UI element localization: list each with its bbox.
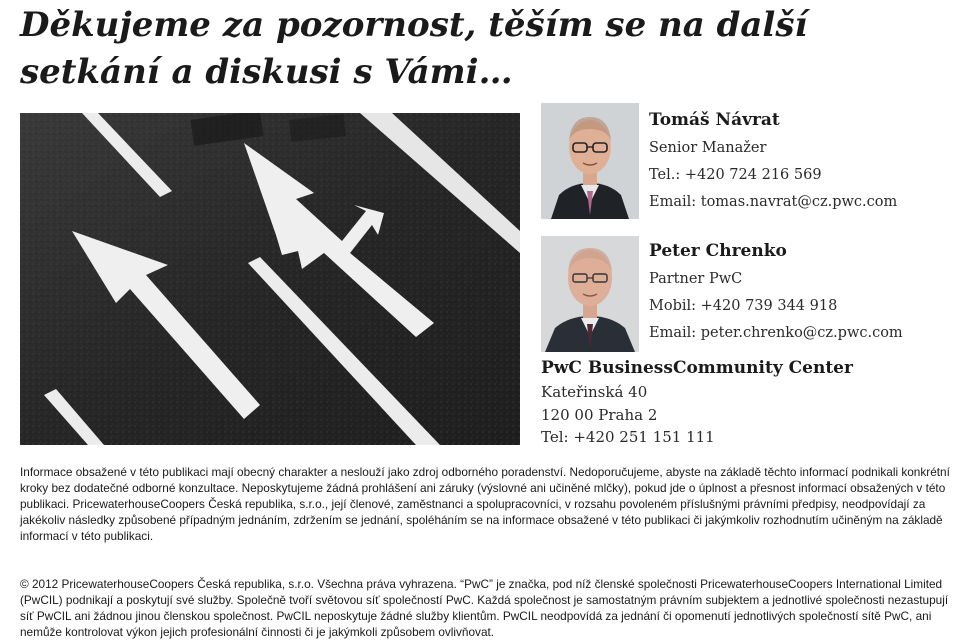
contact-tomas-navrat xyxy=(649,110,897,216)
road-arrows-image xyxy=(20,113,520,445)
business-center-street: Kateřinská 40 xyxy=(541,383,648,401)
page-title: Děkujeme za pozornost, těším se na další setkání a diskusi s Vámi… xyxy=(20,5,808,92)
business-center-phone: Tel: +420 251 151 111 xyxy=(541,428,715,446)
business-center-address xyxy=(541,355,853,449)
contact-phone: Tel.: +420 724 216 569 xyxy=(649,167,822,183)
contact-name: Peter Chrenko xyxy=(649,241,787,261)
contact-peter-chrenko xyxy=(649,241,903,347)
peter-chrenko-photo xyxy=(541,236,639,352)
contact-email: Email: peter.chrenko@cz.pwc.com xyxy=(649,325,903,341)
business-center-name: PwC BusinessCommunity Center xyxy=(541,358,853,378)
contact-phone: Mobil: +420 739 344 918 xyxy=(649,298,838,314)
contact-name: Tomáš Návrat xyxy=(649,110,780,130)
contact-position: Senior Manažer xyxy=(649,140,767,156)
copyright-text: © 2012 PricewaterhouseCoopers Česká republika, s.r.o. Všechna práva vyhrazena. “PwC” je značka, pod níž členské společnosti PricewaterhouseCoopers International Limited (PwCIL) podnikají a poskytují své služby. Společně tvoří světovou síť společností PwC. Každá společnost je samostatným právním subjektem a jednotlivé společnosti nezastupují síť PwCIL ani žádnou jinou členskou společnost. PwCIL neposkytuje žádné služby klientům. PwCIL neodpovídá za jednání či opomenutí jednotlivých společností sítě PwC, ani nemůže kontrolovat výkon jejich profesionální činnosti či je jakýmkoli způsobem ovlivňovat. xyxy=(20,577,949,639)
contact-email: Email: tomas.navrat@cz.pwc.com xyxy=(649,194,898,210)
business-center-city: 120 00 Praha 2 xyxy=(541,405,658,424)
disclaimer-text: Informace obsažené v této publikaci mají obecný charakter a neslouží jako zdroj odborného poradenství. Nedoporučujeme, abyste na základě těchto informací podnikali konkrétní kroky bez dodatečné odborné konzultace. Neposkytujeme žádná prohlášení ani záruky (výslovné ani učiněné mlčky), pokud jde o úplnost a přesnost informací obsažených v této publikaci. PricewaterhouseCoopers Česká republika, s.r.o., její členové, zaměstnanci a spolupracovníci, v rozsahu povoleném příslušnými právními předpisy, neodpovídají za jakékoliv následky způsobené případným jednáním, zdržením se jednání, spoléháním se na informace obsažené v této publikaci či jakýmkoliv rozhodnutím učiněným na základě informací v této publikaci. xyxy=(20,465,950,543)
tomas-navrat-photo xyxy=(541,103,639,219)
contact-position: Partner PwC xyxy=(649,271,743,287)
